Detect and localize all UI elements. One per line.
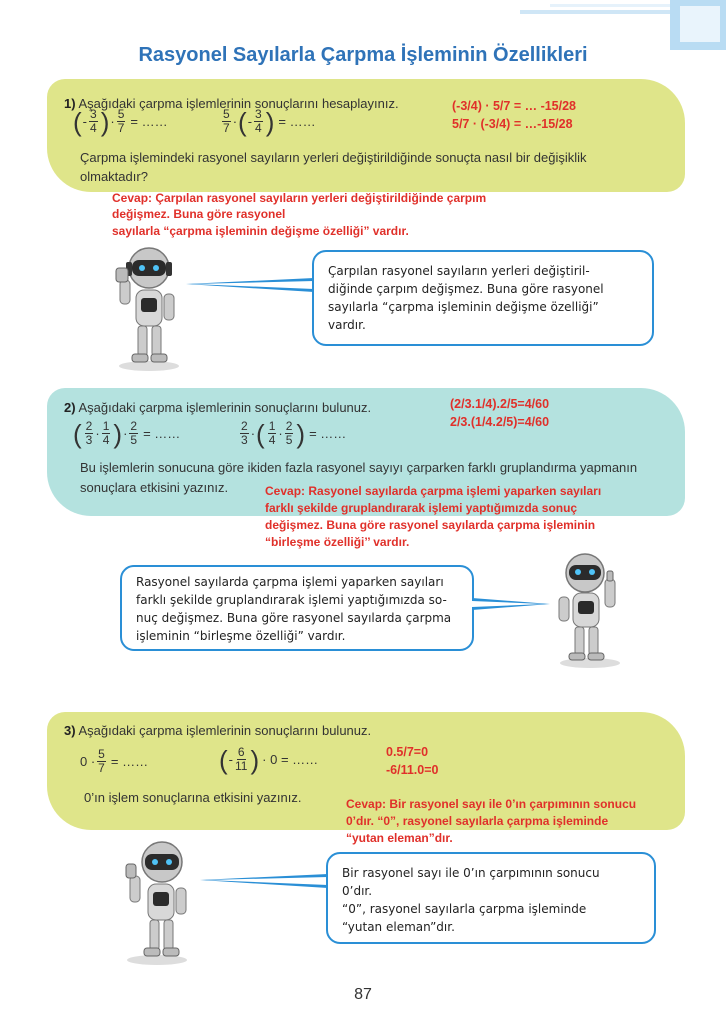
- section-3-cevap-2: 0’dır. “0”, rasyonel sayılarla çarpma işleminde: [346, 814, 609, 828]
- frac-den: 4: [90, 121, 97, 135]
- section-3-instruction-text: Aşağıdaki çarpma işlemlerinin sonuçlarını bulunuz.: [78, 723, 372, 738]
- section-2-cevap-2: farklı şekilde gruplandırarak işlemi yaptığımızda sonuç: [265, 501, 578, 515]
- section-1-number: 1): [64, 96, 76, 111]
- section-3-expression-1: [80, 748, 148, 775]
- frac-num: 2: [130, 419, 138, 433]
- frac-den: 7: [223, 121, 230, 135]
- section-3-instruction: [64, 723, 371, 738]
- frac-den: 4: [268, 433, 276, 447]
- section-2-expression-2: $\frac{2}{3}$ · ( $\frac{1}{4}$ · $\frac{2}{5}$ ) = ……: [241, 418, 347, 449]
- answer-blank: · 0 = ……: [262, 752, 319, 767]
- page-number: 87: [354, 986, 372, 1003]
- frac-num: 2: [85, 419, 93, 433]
- frac-num: 2: [285, 419, 293, 433]
- bubble-line: diğinde çarpım değişmez. Buna göre rasyonel: [328, 282, 604, 296]
- frac-num: 6: [237, 745, 245, 759]
- section-2-expression-1: ( $\frac{2}{3}$ · $\frac{1}{4}$ ) · $\frac{2}{5}$ = ……: [73, 418, 181, 449]
- bubble-line: “yutan eleman”dır.: [342, 920, 455, 934]
- section-2-cevap-1: Cevap: Rasyonel sayılarda çarpma işlemi yaparken sayıları: [265, 484, 602, 498]
- frac-num: 5: [117, 107, 125, 121]
- speech-pointer: [472, 596, 552, 612]
- speech-pointer: [186, 276, 316, 296]
- answer-blank: = ……: [110, 754, 149, 769]
- bubble-line: Çarpılan rasyonel sayıların yerleri değiştiril-: [328, 264, 590, 278]
- section-3-expression-2: ( - $\frac{6}{11}$ ) · 0 = ……: [219, 744, 319, 775]
- section-1-answer-2: 5/7 · (-3/4) = …-15/28: [452, 117, 573, 131]
- bubble-line: farklı şekilde gruplandırarak işlemi yaptığımızda so-: [136, 593, 447, 607]
- frac-num: 1: [268, 419, 276, 433]
- bubble-line: “0”, rasyonel sayılarla çarpma işleminde: [342, 902, 587, 916]
- section-2-answer-2: 2/3.(1/4.2/5)=4/60: [450, 415, 550, 429]
- answer-blank: = ……: [130, 114, 168, 129]
- section-2-cevap-4: “birleşme özelliği’’ vardır.: [265, 535, 410, 549]
- section-2-answer-1: (2/3.1/4).2/5=4/60: [450, 397, 550, 411]
- section-2-instruction-text: Aşağıdaki çarpma işlemlerinin sonuçlarını bulunuz.: [78, 400, 372, 415]
- frac-den: 7: [117, 121, 125, 135]
- section-1-instruction-text: Aşağıdaki çarpma işlemlerinin sonuçlarını hesaplayınız.: [78, 96, 399, 111]
- zero-factor: 0 ·: [80, 754, 96, 769]
- frac-den: 11: [235, 759, 248, 773]
- frac-num: 5: [223, 107, 230, 121]
- frac-den: 3: [241, 433, 248, 447]
- section-1-cevap-2: değişmez. Buna göre rasyonel: [112, 207, 286, 221]
- bubble-line: vardır.: [328, 318, 366, 332]
- frac-num: 1: [102, 419, 110, 433]
- section-2-instruction: [64, 400, 371, 415]
- section-1-expression-2: $\frac{5}{7}$ · ( - $\frac{3}{4}$ ) = ……: [223, 106, 316, 137]
- frac-den: 7: [98, 761, 105, 775]
- robot-illustration: [104, 238, 194, 372]
- frac-den: 4: [255, 121, 262, 135]
- frac-den: 3: [85, 433, 93, 447]
- section-3-cevap-3: “yutan eleman”dır.: [346, 831, 453, 845]
- frac-den: 5: [285, 433, 293, 447]
- bubble-line: nuç değişmez. Buna göre rasyonel sayılarda çarpma: [136, 611, 452, 625]
- section-3-speech-bubble: [326, 852, 656, 944]
- robot-illustration: [112, 832, 202, 966]
- section-2-speech-bubble: [120, 565, 474, 651]
- frac-den: 4: [102, 433, 110, 447]
- section-2-question-1: Bu işlemlerin sonucuna göre ikiden fazla rasyonel sayıyı çarparken farklı gruplandırma yapmanın: [80, 460, 638, 475]
- section-1-speech-bubble: [312, 250, 654, 346]
- bubble-line: sayılarla “çarpma işleminin değişme özelliği”: [328, 300, 599, 314]
- bubble-line: işleminin “birleşme özelliği” vardır.: [136, 629, 346, 643]
- answer-blank: = ……: [309, 426, 347, 441]
- section-3-question: 0’ın işlem sonuçlarına etkisini yazınız.: [84, 790, 302, 805]
- section-1-cevap-3: sayılarla “çarpma işleminin değişme özelliği” vardır.: [112, 224, 409, 238]
- answer-blank: = ……: [143, 426, 181, 441]
- speech-pointer: [200, 872, 330, 892]
- page-title: Rasyonel Sayılarla Çarpma İşleminin Özellikleri: [138, 44, 588, 66]
- section-2-number: 2): [64, 400, 76, 415]
- frac-num: 2: [241, 419, 248, 433]
- frac-num: 3: [255, 107, 262, 121]
- section-1-cevap-1: Cevap: Çarpılan rasyonel sayıların yerleri değiştirildiğinde çarpım: [112, 191, 487, 205]
- section-3-number: 3): [64, 723, 76, 738]
- bubble-line: Rasyonel sayılarda çarpma işlemi yaparken sayıları: [136, 575, 444, 589]
- answer-blank: = ……: [278, 114, 316, 129]
- section-3-answer-2: -6/11.0=0: [386, 763, 439, 777]
- bubble-line: 0’dır.: [342, 884, 373, 898]
- section-2-cevap-3: değişmez. Buna göre rasyonel sayılarda çarpma işleminin: [265, 518, 596, 532]
- section-1-expression-1: ( - $\frac{3}{4}$ ) · $\frac{5}{7}$ = ……: [73, 106, 168, 137]
- bubble-line: Bir rasyonel sayı ile 0’ın çarpımının sonucu: [342, 866, 600, 880]
- section-3-answer-1: 0.5/7=0: [386, 745, 429, 759]
- frac-den: 5: [130, 433, 138, 447]
- section-1-question: Çarpma işlemindeki rasyonel sayıların yerleri değiştirildiğinde sonuçta nasıl bir değişiklik olmaktadır?: [80, 150, 587, 184]
- section-1-answer-1: (-3/4) · 5/7 = … -15/28: [452, 99, 577, 113]
- frac-num: 3: [90, 107, 97, 121]
- frac-num: 5: [98, 747, 105, 761]
- section-3-cevap-1: Cevap: Bir rasyonel sayı ile 0’ın çarpımının sonucu: [346, 797, 637, 811]
- section-2-question-2: sonuçlara etkisini yazınız.: [80, 480, 229, 495]
- robot-illustration: [545, 545, 635, 669]
